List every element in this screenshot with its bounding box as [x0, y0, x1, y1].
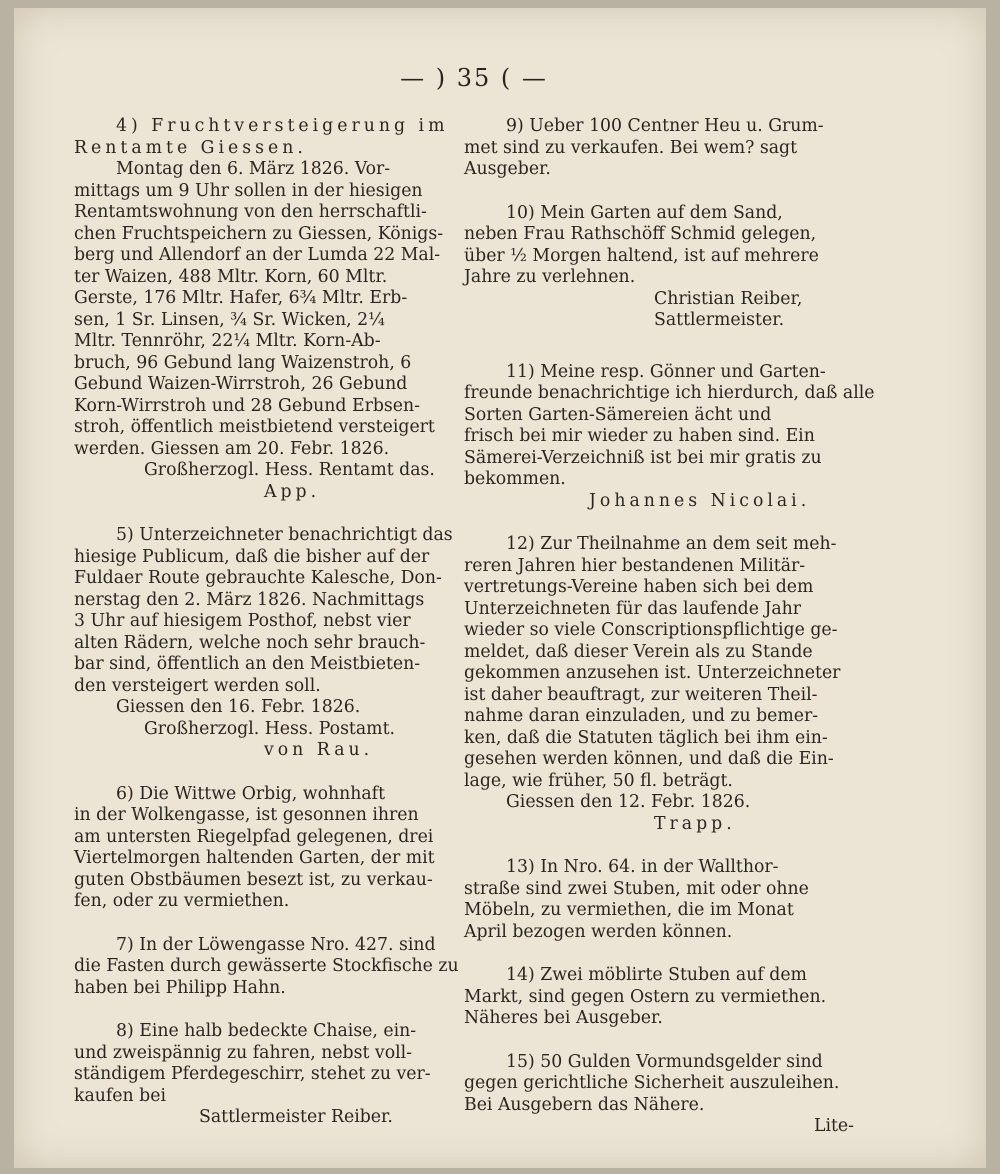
paragraph-gap [464, 332, 854, 362]
text-line: Giessen den 16. Febr. 1826. [116, 697, 361, 717]
text-line: reren Jahren hier bestandenen Militär- [464, 555, 806, 576]
text-line: ken, daß die Statuten täglich bei ihm ein- [464, 727, 828, 748]
text-line: guten Obstbäumen besezt ist, zu verkau- [74, 869, 433, 890]
text-line: Montag den 6. März 1826. Vor- [116, 159, 391, 179]
text-line: lage, wie früher, 50 fl. beträgt. [464, 770, 733, 791]
text-line: 9) Ueber 100 Centner Heu u. Grum- [506, 116, 824, 136]
text-line: met sind zu verkaufen. Bei wem? sagt [464, 137, 798, 158]
text-line: über ½ Morgen haltend, ist auf mehrere [464, 245, 819, 266]
paragraph-gap [464, 835, 854, 857]
text-line: meldet, daß dieser Verein als zu Stande [464, 641, 813, 662]
text-line: den versteigert werden soll. [74, 675, 321, 696]
text-line: hiesige Publicum, daß die bisher auf der [74, 546, 430, 567]
text-line: in der Wolkengasse, ist gesonnen ihren [74, 805, 419, 825]
paragraph-gap [464, 181, 854, 203]
text-line: 6) Die Wittwe Orbig, wohnhaft [116, 783, 386, 804]
paragraph-gap [464, 943, 854, 965]
text-line: haben bei Philipp Hahn. [74, 977, 286, 998]
text-line: stroh, öffentlich meistbietend versteigert [74, 417, 435, 437]
text-line: Trapp. [654, 813, 736, 834]
text-line: Gebund Waizen-Wirrstroh, 26 Gebund [74, 374, 408, 394]
text-line: chen Fruchtspeichern zu Giessen, Königs- [74, 223, 444, 244]
right-column [464, 116, 875, 1138]
text-line: Rentamte Giessen. [74, 137, 307, 158]
text-line: Gerste, 176 Mltr. Hafer, 6¾ Mltr. Erb- [74, 288, 408, 308]
text-line: 7) In der Löwengasse Nro. 427. sind [116, 934, 436, 955]
text-line: 8) Eine halb bedeckte Chaise, ein- [116, 1021, 417, 1041]
text-line: vertretungs-Vereine haben sich bei dem [464, 577, 814, 597]
text-line: Großherzogl. Hess. Rentamt das. [144, 460, 435, 480]
paragraph-gap [74, 762, 457, 784]
text-line: 15) 50 Gulden Vormundsgelder sind [506, 1051, 823, 1072]
text-line: wieder so viele Conscriptionspflichtige ge- [464, 620, 838, 640]
text-line: bekommen. [464, 469, 566, 489]
text-line: Großherzogl. Hess. Postamt. [144, 718, 396, 739]
text-line: Giessen den 12. Febr. 1826. [506, 792, 751, 812]
text-line: am untersten Riegelpfad gelegenen, drei [74, 826, 434, 847]
text-line: Möbeln, zu vermiethen, die im Monat [464, 900, 794, 920]
text-line: die Fasten durch gewässerte Stockfische zu [74, 956, 459, 976]
text-line: ter Waizen, 488 Mltr. Korn, 60 Mltr. [74, 266, 388, 287]
text-line: ständigem Pferdegeschirr, stehet zu ver- [74, 1064, 431, 1084]
paragraph-gap [464, 1030, 854, 1052]
text-line: Sämerei-Verzeichniß ist bei mir gratis zu [464, 447, 822, 468]
text-line: sen, 1 Sr. Linsen, ¾ Sr. Wicken, 2¼ [74, 309, 385, 330]
paragraph-gap [74, 913, 457, 935]
text-line: App. [264, 481, 321, 502]
text-line: 3 Uhr auf hiesigem Posthof, nebst vier [74, 611, 411, 631]
paragraph-gap [74, 503, 457, 525]
text-line: nahme daran einzuladen, und zu bemer- [464, 706, 819, 726]
text-line: ist daher beauftragt, zur weiteren Theil- [464, 684, 818, 705]
text-line: Jahre zu verlehnen. [464, 267, 636, 287]
text-line: berg und Allendorf an der Lumda 22 Mal- [74, 245, 441, 265]
text-line: frisch bei mir wieder zu haben sind. Ein [464, 426, 815, 446]
text-line: 10) Mein Garten auf dem Sand, [506, 202, 783, 223]
text-line: gegen gerichtliche Sicherheit auszuleihen. [464, 1073, 840, 1093]
page-number: — ) 35 ( — [400, 64, 548, 92]
text-line: kaufen bei [74, 1085, 166, 1106]
text-line: Bei Ausgebern das Nähere. [464, 1094, 705, 1115]
text-line: neben Frau Rathschöff Schmid gelegen, [464, 224, 817, 244]
text-line: Viertelmorgen haltenden Garten, der mit [74, 848, 435, 868]
text-line: Näheres bei Ausgeber. [464, 1008, 663, 1028]
text-line: alten Rädern, welche noch sehr brauch- [74, 632, 426, 653]
text-line: Mltr. Tennröhr, 22¼ Mltr. Korn-Ab- [74, 331, 381, 351]
text-line: 14) Zwei möblirte Stuben auf dem [506, 965, 807, 985]
text-line: bar sind, öffentlich an den Meistbieten- [74, 654, 421, 674]
text-line: von Rau. [264, 740, 374, 760]
text-line: Christian Reiber, [654, 288, 803, 309]
text-line: Johannes Nicolai. [589, 490, 811, 511]
text-line: Markt, sind gegen Ostern zu vermiethen. [464, 986, 827, 1007]
text-line: Sorten Garten-Sämereien ächt und [464, 404, 772, 425]
text-line: Fuldaer Route gebrauchte Kalesche, Don- [74, 568, 442, 588]
paragraph-gap [464, 512, 854, 534]
text-line: straße sind zwei Stuben, mit oder ohne [464, 878, 809, 899]
text-line: mittags um 9 Uhr sollen in der hiesigen [74, 180, 423, 201]
text-line: 11) Meine resp. Gönner und Garten- [506, 361, 826, 382]
text-line: 5) Unterzeichneter benachrichtigt das [116, 525, 453, 545]
text-line: freunde benachrichtige ich hierdurch, daß alle [464, 383, 875, 403]
text-line: Sattlermeister. [654, 310, 785, 330]
text-line: gesehen werden können, und daß die Ein- [464, 749, 834, 769]
text-line: werden. Giessen am 20. Febr. 1826. [74, 438, 390, 459]
text-line: Unterzeichneten für das laufende Jahr [464, 598, 802, 619]
left-column [74, 116, 457, 1129]
newspaper-page [14, 8, 986, 1168]
text-line: Ausgeber. [464, 159, 551, 179]
text-line: Sattlermeister Reiber. [199, 1107, 393, 1127]
text-line: und zweispännig zu fahren, nebst voll- [74, 1042, 412, 1063]
text-line: 4) Fruchtversteigerung im [116, 116, 449, 136]
paragraph-gap [74, 999, 457, 1021]
text-line: bruch, 96 Gebund lang Waizenstroh, 6 [74, 352, 412, 373]
text-line: Korn-Wirrstroh und 28 Gebund Erbsen- [74, 395, 420, 416]
text-line: 13) In Nro. 64. in der Wallthor- [506, 857, 779, 877]
text-line: 12) Zur Theilnahme an dem seit meh- [506, 534, 837, 554]
text-line: gekommen anzusehen ist. Unterzeichneter [464, 663, 841, 683]
text-line: fen, oder zu vermiethen. [74, 891, 290, 911]
catchword: Lite- [813, 1116, 854, 1136]
text-line: Rentamtswohnung von den herrschaftli- [74, 202, 427, 222]
text-line: nerstag den 2. März 1826. Nachmittags [74, 589, 425, 610]
text-line: April bezogen werden können. [464, 921, 733, 942]
